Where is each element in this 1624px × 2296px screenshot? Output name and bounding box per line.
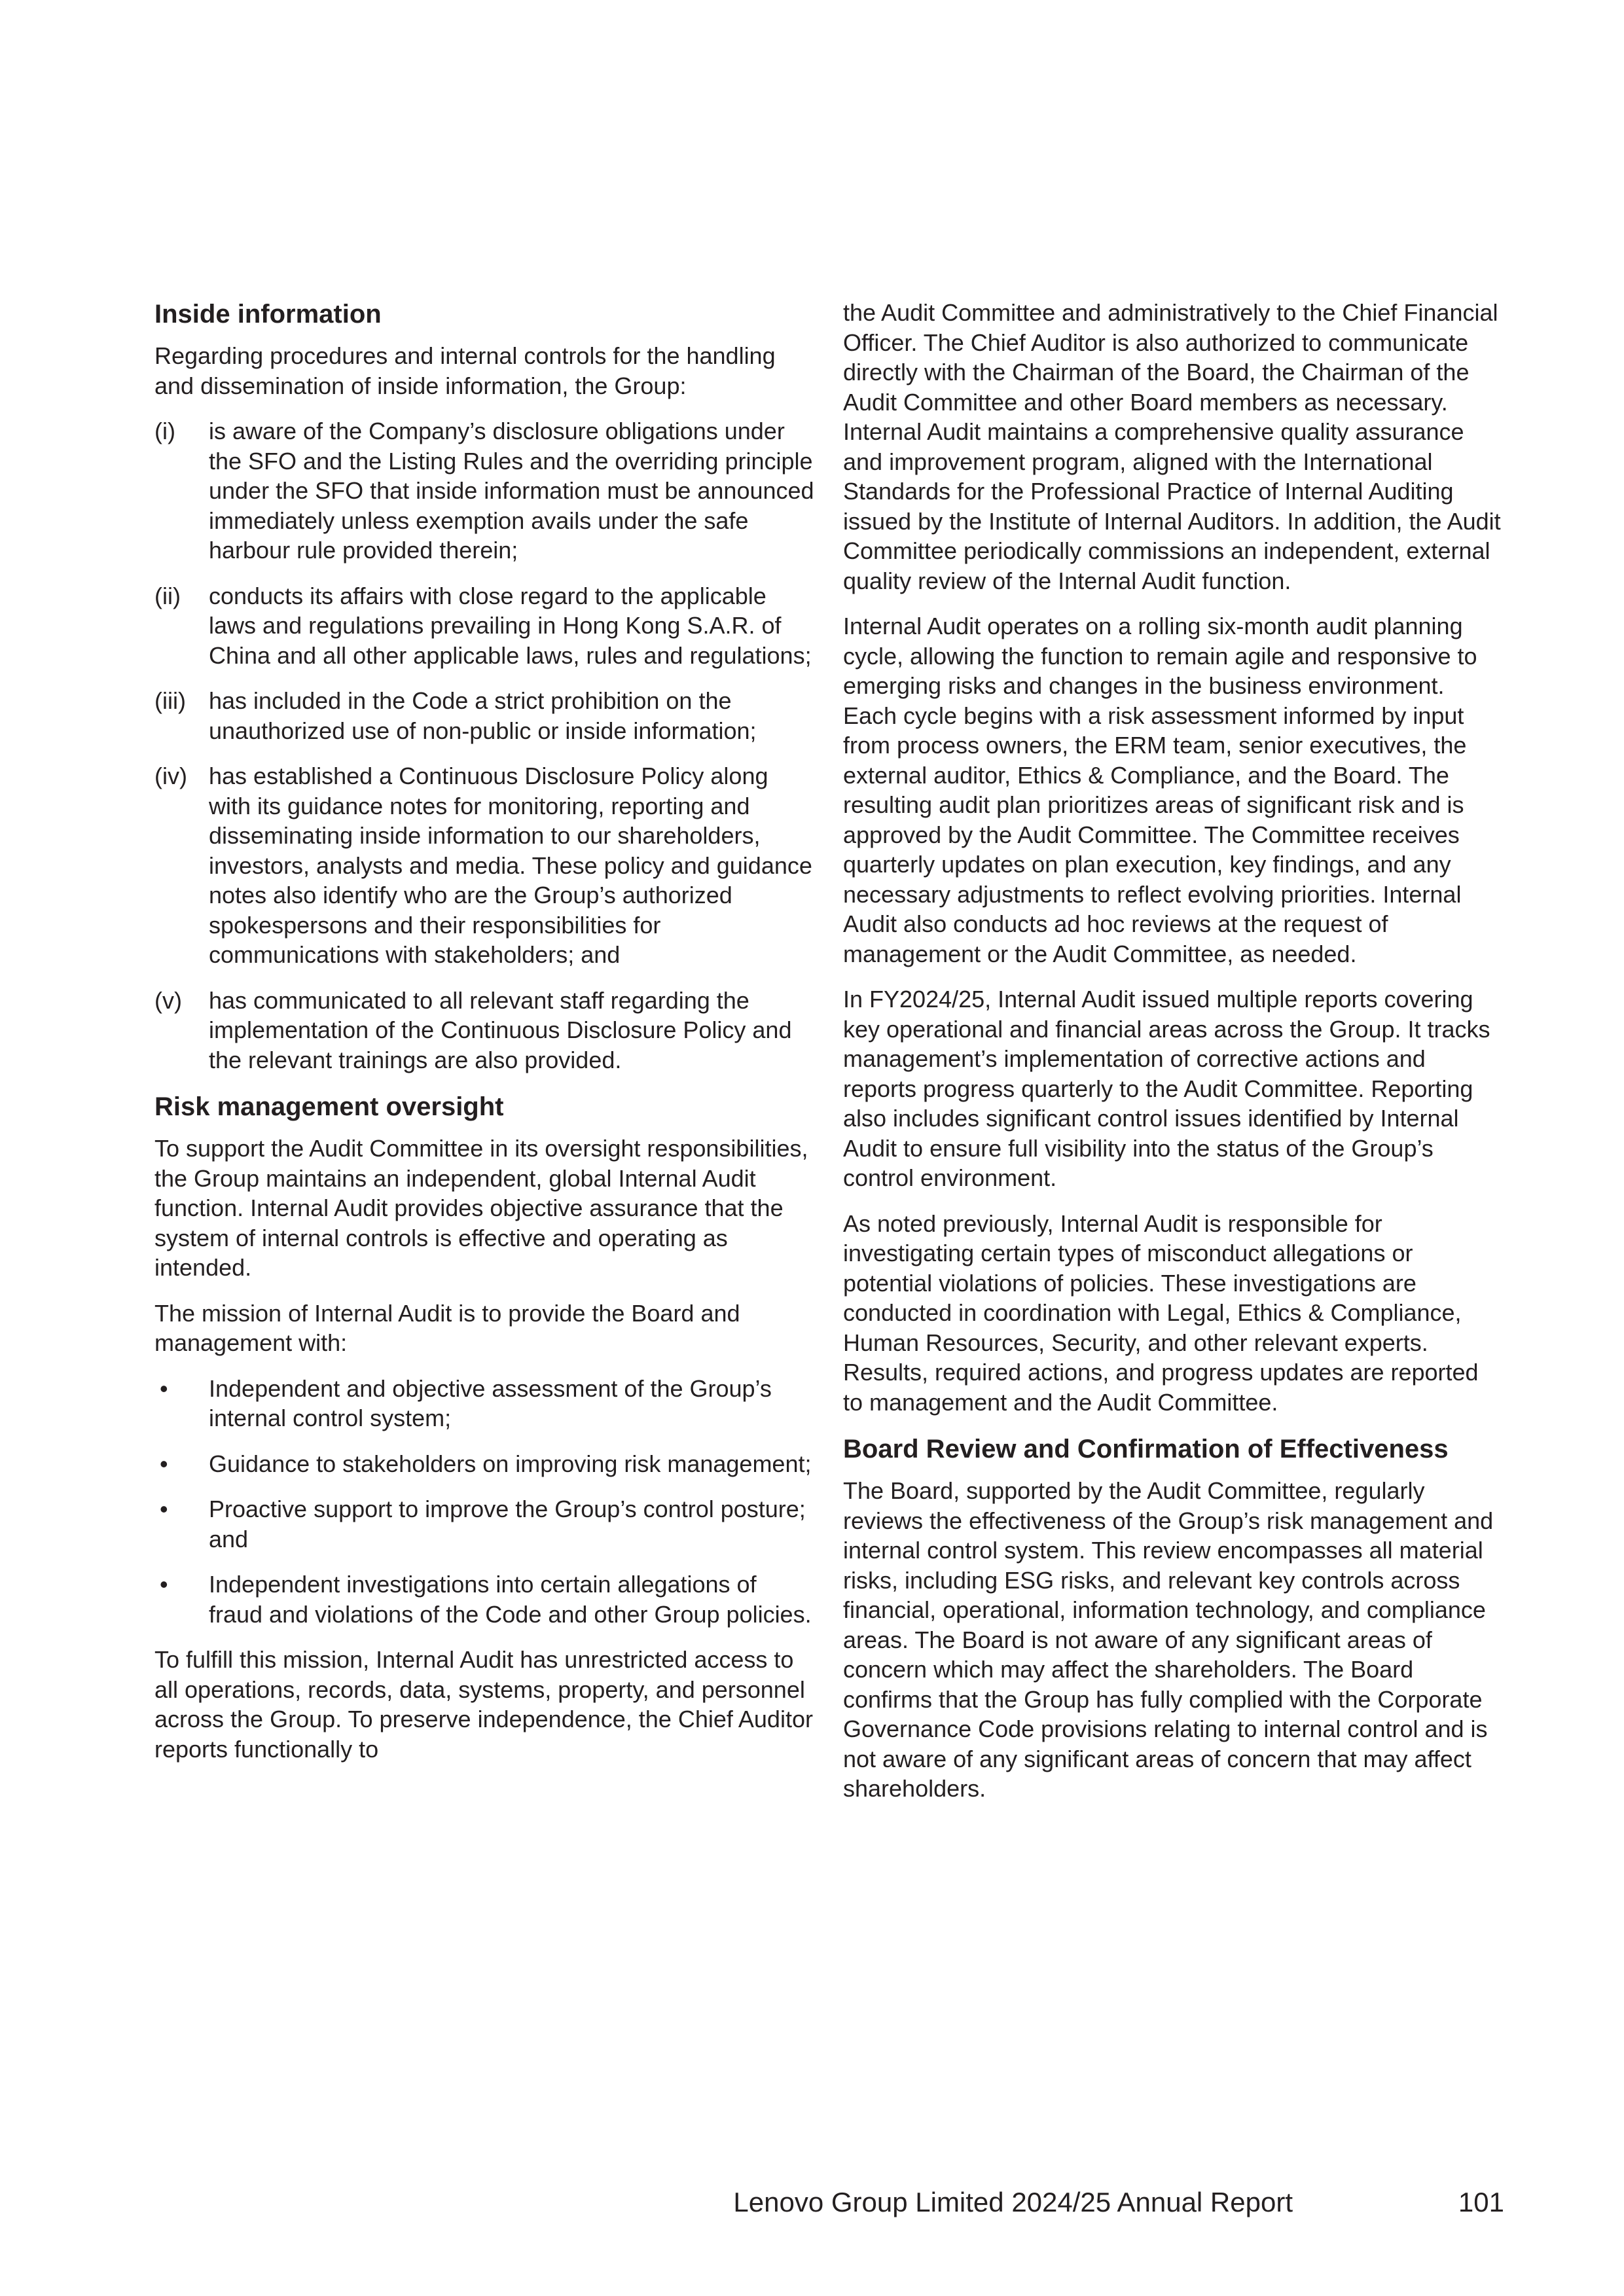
bullet-icon: • xyxy=(160,1450,168,1477)
list-item-text: Independent and objective assessment of the Group’s internal control system; xyxy=(209,1374,772,1431)
list-item xyxy=(154,761,816,970)
list-item-text: has communicated to all relevant staff regarding the implementation of the Continuous Disclosure Policy and the relevant trainings are also provided. xyxy=(209,986,792,1073)
mission-paragraph: The mission of Internal Audit is to provide the Board and management with: xyxy=(154,1299,740,1356)
bullet-icon: • xyxy=(160,1496,168,1522)
audit-cycle-paragraph: Internal Audit operates on a rolling six-month audit planning cycle, allowing the function to remain agile and responsive to emerging risks and changes in the business environment. Each cycle begins with a risk assessment informed by input from process owners, the ERM team, senior executives, the external auditor, Ethics & Compliance, and the Board. The resulting audit plan prioritizes areas of significant risk and is approved by the Audit Committee. The Committee receives quarterly updates on plan execution, key findings, and any necessary adjustments to reflect evolving priorities. Internal Audit also conducts ad hoc reviews at the request of management or the Audit Committee, as needed. xyxy=(843,613,1477,967)
report-title: Lenovo Group Limited 2024/25 Annual Report xyxy=(733,2187,1293,2217)
list-item xyxy=(154,1570,816,1629)
list-marker: (i) xyxy=(154,418,175,444)
inside-information-intro: Regarding procedures and internal controls for the handling and dissemination of inside information, the Group: xyxy=(154,342,776,399)
board-review-paragraph: The Board, supported by the Audit Committee, regularly reviews the effectiveness of the Group’s risk management and internal control system. This review encompasses all material risks, including ESG risks, and relevant key controls across financial, operational, information technology, and compliance areas. The Board is not aware of any significant areas of concern which may affect the shareholders. The Board confirms that the Group has fully complied with the Corporate Governance Code provisions relating to internal control and is not aware of any significant areas of concern that may affect shareholders. xyxy=(843,1477,1494,1802)
risk-management-oversight-heading: Risk management oversight xyxy=(154,1092,504,1121)
list-item xyxy=(154,1494,816,1554)
list-item-text: has established a Continuous Disclosure Policy along with its guidance notes for monitoring, reporting and disseminating inside information to our shareholders, investors, analysts and media. These policy and guidance notes also identify who are the Group’s authorized spokespersons and their responsibilities for communications with stakeholders; and xyxy=(209,762,812,968)
list-marker: (iii) xyxy=(154,687,186,714)
risk-oversight-paragraph: To support the Audit Committee in its oversight responsibilities, the Group maintains an independent, global Internal Audit function. Internal Audit provides objective assurance that the system of internal controls is effective and operating as intended. xyxy=(154,1135,808,1281)
list-item xyxy=(154,1374,816,1433)
inside-information-heading: Inside information xyxy=(154,300,382,329)
list-item-text: Independent investigations into certain allegations of fraud and violations of the Code and other Group policies. xyxy=(209,1571,812,1628)
list-marker: (ii) xyxy=(154,582,181,609)
list-item xyxy=(154,581,816,671)
list-item xyxy=(154,416,816,565)
list-item-text: conducts its affairs with close regard to the applicable laws and regulations prevailing in Hong Kong S.A.R. of China and all other applicable laws, rules and regulations; xyxy=(209,582,812,669)
inside-information-list xyxy=(154,416,816,1075)
investigations-paragraph: As noted previously, Internal Audit is responsible for investigating certain types of misconduct allegations or potential violations of policies. These investigations are conducted in coordination with Legal, Ethics & Compliance, Human Resources, Security, and other relevant experts. Results, required actions, and progress updates are reported to management and the Audit Committee. xyxy=(843,1210,1479,1416)
fy-reports-paragraph: In FY2024/25, Internal Audit issued multiple reports covering key operational and financial areas across the Group. It tracks management’s implementation of corrective actions and reports progress quarterly to the Audit Committee. Reporting also includes significant control issues identified by Internal Audit to ensure full visibility into the status of the Group’s control environment. xyxy=(843,986,1490,1191)
mission-bullet-list xyxy=(154,1374,816,1630)
list-item xyxy=(154,1449,816,1479)
bullet-icon: • xyxy=(160,1571,168,1598)
bullet-icon: • xyxy=(160,1374,168,1402)
board-review-heading: Board Review and Confirmation of Effectiveness xyxy=(843,1435,1449,1463)
left-column xyxy=(154,298,816,1780)
list-item-text: is aware of the Company’s disclosure obligations under the SFO and the Listing Rules and the overriding principle under the SFO that inside information must be announced immediately unless exemption avails under the safe harbour rule provided therein; xyxy=(209,418,814,564)
list-item-text: Guidance to stakeholders on improving risk management; xyxy=(209,1450,812,1477)
list-item-text: has included in the Code a strict prohibition on the unauthorized use of non-public or inside information; xyxy=(209,687,757,744)
list-item xyxy=(154,686,816,745)
page-footer xyxy=(733,2184,1506,2221)
list-marker: (v) xyxy=(154,986,182,1014)
mission-fulfillment-paragraph: To fulfill this mission, Internal Audit has unrestricted access to all operations, records, data, systems, property, and personnel across the Group. To preserve independence, the Chief Auditor reports functionally to xyxy=(154,1646,813,1763)
list-marker: (iv) xyxy=(154,762,187,789)
right-column xyxy=(843,298,1504,1820)
list-item-text: Proactive support to improve the Group’s control posture; and xyxy=(209,1496,806,1552)
chief-auditor-paragraph: the Audit Committee and administratively to the Chief Financial Officer. The Chief Auditor is also authorized to communicate directly with the Chairman of the Board, the Chairman of the Audit Committee and other Board members as necessary. Internal Audit maintains a comprehensive quality assurance and improvement program, aligned with the International Standards for the Professional Practice of Internal Auditing issued by the Institute of Internal Auditors. In addition, the Audit Committee periodically commissions an independent, external quality review of the Internal Audit function. xyxy=(843,299,1501,594)
page-number: 101 xyxy=(1458,2187,1504,2217)
list-item xyxy=(154,986,816,1075)
